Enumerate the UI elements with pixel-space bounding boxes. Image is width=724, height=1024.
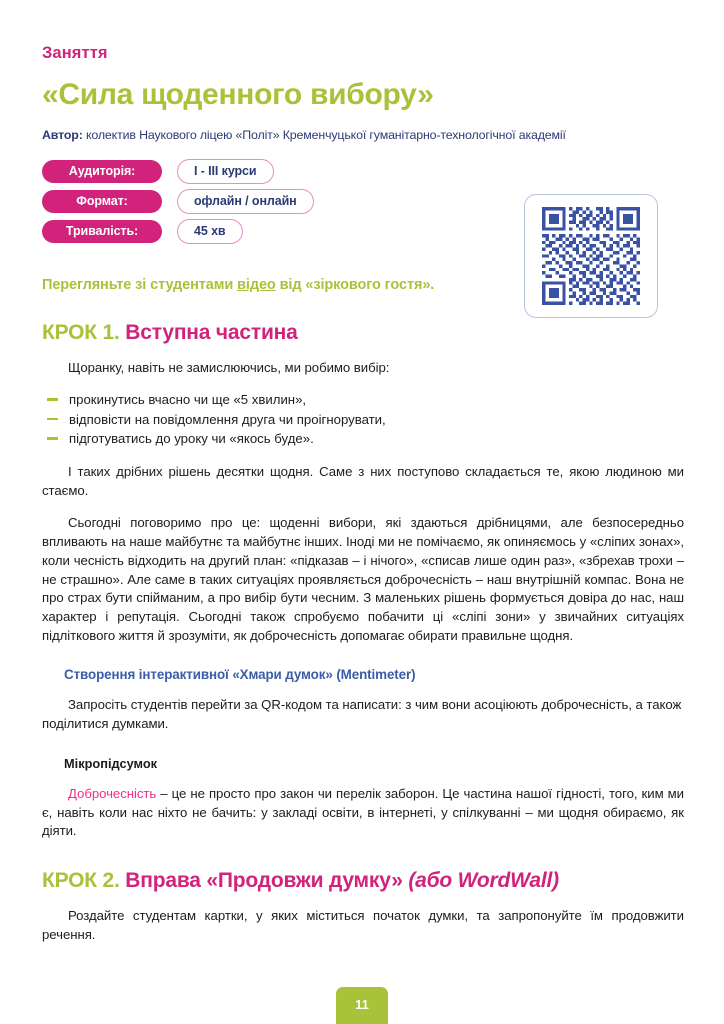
step-1-title: Вступна частина bbox=[119, 320, 298, 344]
dash-bullet-icon bbox=[47, 418, 58, 421]
list-item bbox=[47, 410, 684, 430]
step-1-number: КРОК 1. bbox=[42, 320, 120, 344]
list-item-label: прокинутись вчасно чи ще «5 хвилин», bbox=[69, 392, 307, 408]
spacer bbox=[162, 159, 177, 184]
mentimeter-paragraph: Запросіть студентів перейти за QR-кодом та написати: з чим вони асоціюють доброчесність, а також поділитися думками. bbox=[42, 697, 682, 732]
list-item bbox=[47, 390, 684, 410]
step-2-number: КРОК 2. bbox=[42, 869, 120, 893]
video-line-after: від «зіркового гостя». bbox=[275, 276, 435, 293]
video-link[interactable]: відео bbox=[237, 276, 276, 293]
meta-row-audience bbox=[42, 159, 314, 184]
integrity-highlight: Доброчесність bbox=[68, 785, 157, 801]
list-item-label: відповісти на повідомлення друга чи проігнорувати, bbox=[69, 411, 386, 427]
step-1-paragraph-2: Сьогодні поговоримо про це: щоденні вибори, які здаються дрібницями, але безпосередньо впливають на наше майбутнє та майбутнє інших. Іноді ми не помічаємо, як опиняємось у «сліпих зонах», коли чесність відходить на другий план: «підказав – і нічого», «списав лише один раз», «збрехав трохи – не страшно». Але саме в таких ситуаціях проявляється доброчесність – наш внутрішній компас. Вона не про страх бути спійманим, а про вибір бути чесним. З маленьких рішень формується довіра до нас, наш характер і репутація. Сьогодні також спробуємо побачити ці «сліпі зони» у звичайних ситуаціях підліткового життя й зрозуміти, як доброчесність допомагає обирати правильне щодня. bbox=[42, 515, 684, 643]
page-title: «Сила щоденного вибору» bbox=[42, 78, 434, 111]
author-line bbox=[42, 128, 684, 142]
meta-value-duration: 45 хв bbox=[177, 219, 243, 244]
author-label: Автор: bbox=[42, 127, 83, 142]
step-2-title-italic: (або WordWall) bbox=[408, 869, 559, 893]
dash-bullet-icon bbox=[47, 437, 58, 440]
step-2-paragraph-1: Роздайте студентам картки, у яких міститься початок думки, та запропонуйте їм продовжити речення. bbox=[42, 908, 684, 942]
list-item bbox=[47, 429, 684, 449]
meta-row-format bbox=[42, 189, 314, 214]
list-item-label: підготуватись до уроку чи «якось буде». bbox=[69, 431, 314, 447]
meta-value-format: офлайн / онлайн bbox=[177, 189, 314, 214]
meta-pill-table bbox=[42, 154, 314, 249]
spacer bbox=[162, 189, 177, 214]
meta-label-format: Формат: bbox=[42, 190, 162, 213]
author-value: колектив Наукового ліцею «Політ» Кременчуцької гуманітарно-технологічної академії bbox=[82, 127, 566, 142]
video-line-before: Перегляньте зі студентами bbox=[42, 276, 238, 293]
step-2-heading bbox=[42, 869, 684, 893]
step-1-heading bbox=[42, 321, 684, 345]
qr-code-icon bbox=[539, 207, 643, 305]
step-1-paragraph-1: І таких дрібних рішень десятки щодня. Саме з них поступово складається те, якою людиною ми стаємо. bbox=[42, 463, 684, 498]
meta-label-audience: Аудиторія: bbox=[42, 160, 162, 183]
qr-code-frame[interactable] bbox=[524, 194, 658, 318]
meta-label-duration: Тривалість: bbox=[42, 220, 162, 243]
page-number-tab: 11 bbox=[336, 987, 388, 1024]
spacer bbox=[162, 219, 177, 244]
step-1-lead: Щоранку, навіть не замислюючись, ми робимо вибір: bbox=[68, 359, 390, 375]
step-2-title: Вправа «Продовжи думку» bbox=[119, 869, 409, 893]
dash-bullet-icon bbox=[47, 398, 58, 401]
meta-value-audience: I - III курси bbox=[177, 159, 274, 184]
meta-row-duration bbox=[42, 219, 314, 244]
page-kicker: Заняття bbox=[42, 44, 108, 62]
micro-summary-text: – це не просто про закон чи перелік заборон. Це частина нашої гідності, того, ким ми є, навіть коли нас ніхто не бачить: у закладі освіти, в інтернеті, у спілкуванні – ми щодня обираємо, як діяти. bbox=[42, 785, 684, 839]
step-1-bullet-list bbox=[42, 390, 684, 449]
micro-summary-heading: Мікропідсумок bbox=[64, 755, 158, 771]
mentimeter-subheading: Створення інтерактивної «Хмари думок» (Mentimeter) bbox=[64, 667, 416, 683]
micro-summary-paragraph bbox=[42, 785, 684, 841]
